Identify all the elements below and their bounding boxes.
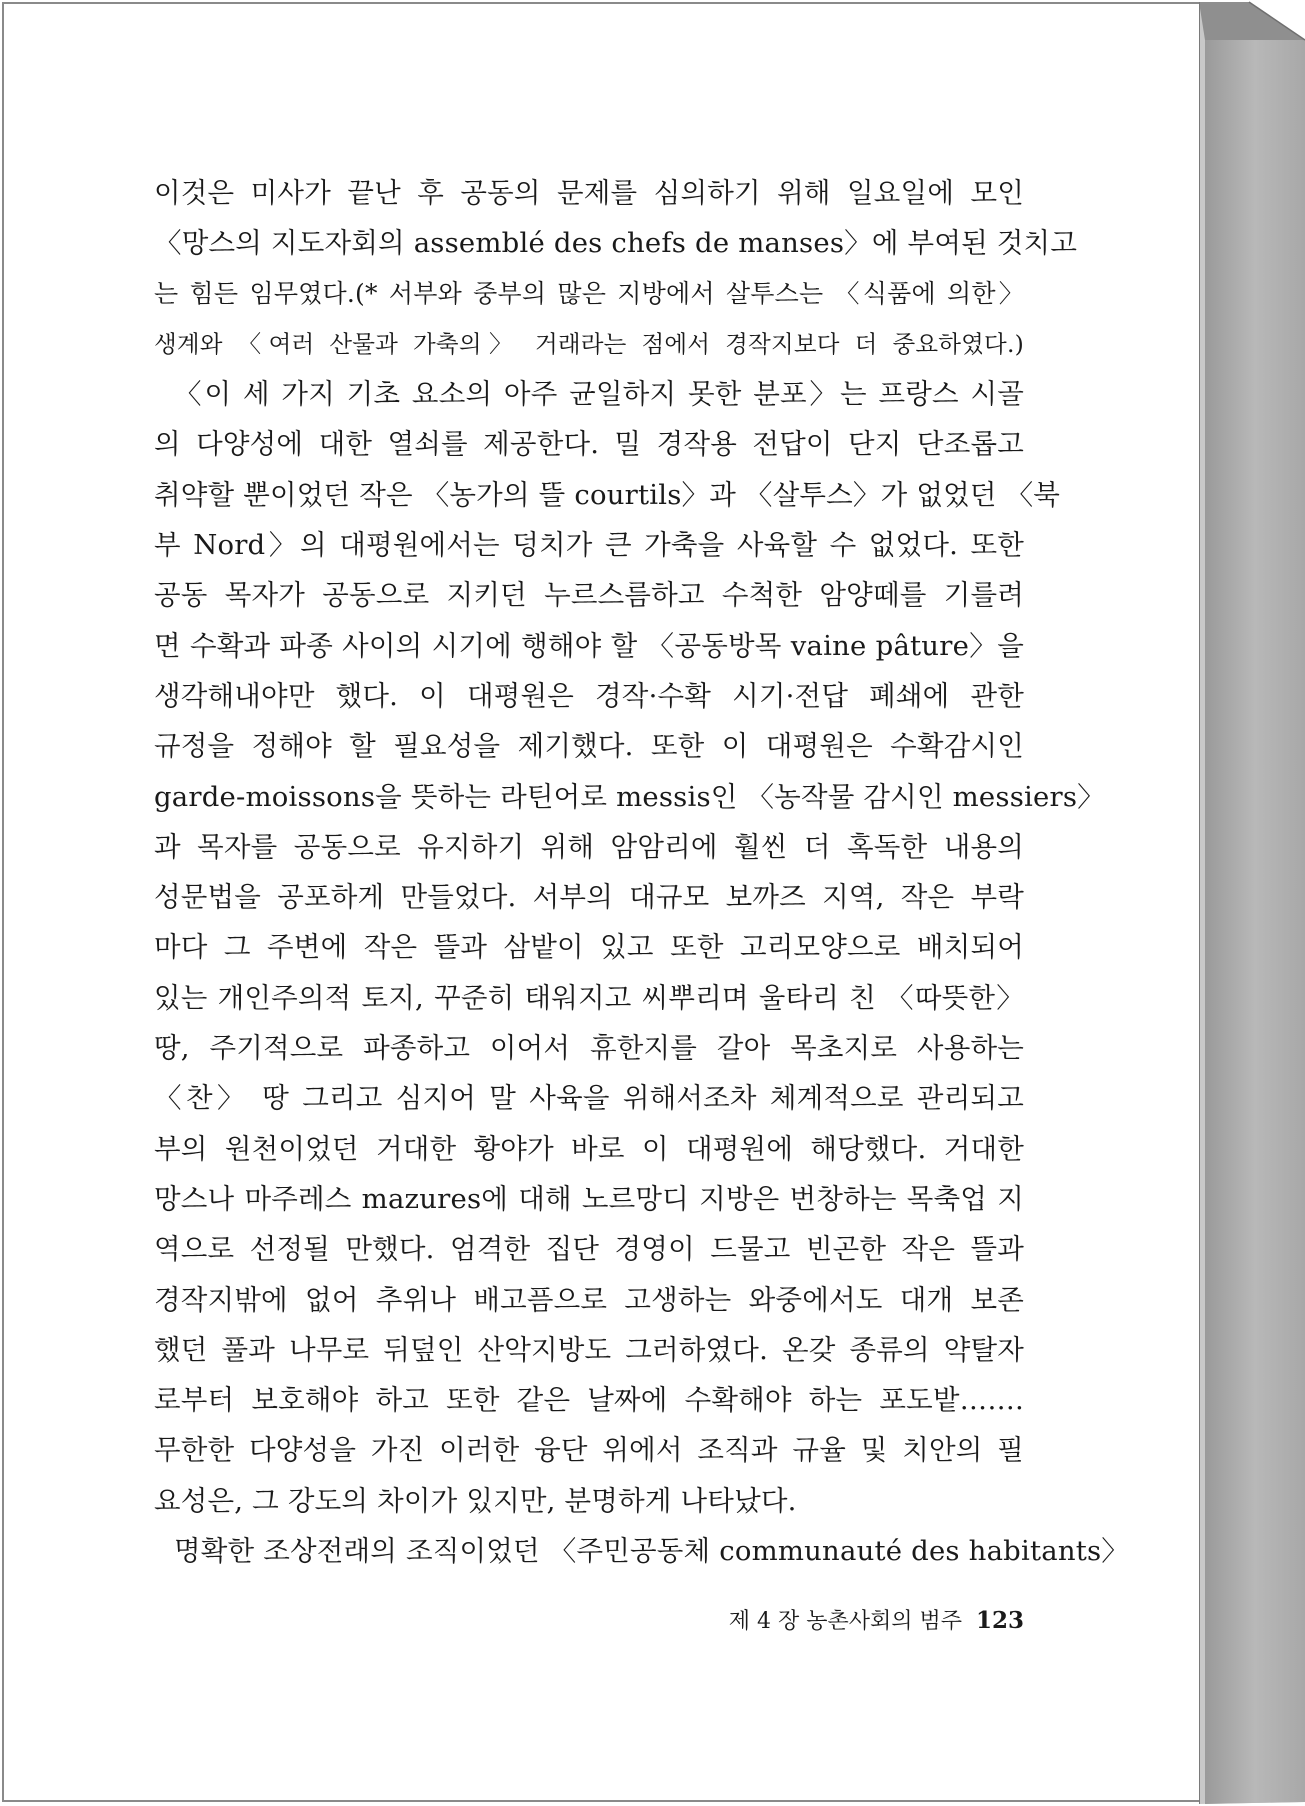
text-line: 이것은 미사가 끝난 후 공동의 문제를 심의하기 위해 일요일에 모인 xyxy=(154,177,1024,209)
text-line: 명확한 조상전래의 조직이었던 〈주민공동체 communauté des habitants〉 xyxy=(174,1535,1129,1568)
text-line: 했던 풀과 나무로 뒤덮인 산악지방도 그러하였다. 온갖 종류의 약탈자 xyxy=(154,1333,1024,1366)
body-text xyxy=(154,168,1129,1576)
text-line: 과 목자를 공동으로 유지하기 위해 암암리에 훨씬 더 혹독한 내용의 xyxy=(154,830,1024,863)
text-line: 면 수확과 파종 사이의 시기에 행해야 할 〈공동방목 vaine pâture〉을 xyxy=(154,629,1024,662)
text-line: 는 힘든 임무였다.(* 서부와 중부의 많은 지방에서 살투스는 〈식품에 의한〉 xyxy=(154,278,1024,308)
text-line: 부의 원천이었던 거대한 황야가 바로 이 대평원에 해당했다. 거대한 xyxy=(154,1132,1024,1165)
book-edge xyxy=(1199,0,1305,1806)
text-line: 땅, 주기적으로 파종하고 이어서 휴한지를 갈아 목초지로 사용하는 xyxy=(154,1032,1024,1065)
footnote-line: 생계와 〈여러 산물과 가축의〉 거래라는 점에서 경작지보다 더 중요하였다.) xyxy=(154,329,1024,358)
text-line: 의 다양성에 대한 열쇠를 제공한다. 밀 경작용 전답이 단지 단조롭고 xyxy=(154,428,1024,461)
text-line: 취약할 뿐이었던 작은 〈농가의 뜰 courtils〉과 〈살투스〉가 없었던 〈북 xyxy=(154,478,1061,511)
text-line: 생각해내야만 했다. 이 대평원은 경작·수확 시기·전답 폐쇄에 관한 xyxy=(154,679,1024,712)
page-footer xyxy=(700,1604,1024,1635)
text-line: 부 Nord〉의 대평원에서는 덩치가 큰 가축을 사육할 수 없었다. 또한 xyxy=(154,529,1024,562)
text-line: 역으로 선정될 만했다. 엄격한 집단 경영이 드물고 빈곤한 작은 뜰과 xyxy=(154,1233,1024,1266)
text-line: 〈이 세 가지 기초 요소의 아주 균일하지 못한 분포〉는 프랑스 시골 xyxy=(174,378,1024,411)
text-line: 망스나 마주레스 mazures에 대해 노르망디 지방은 번창하는 목축업 지 xyxy=(154,1182,1024,1215)
text-line: 있는 개인주의적 토지, 꾸준히 태워지고 씨뿌리며 울타리 친 〈따뜻한〉 xyxy=(154,981,1024,1014)
text-line: 요성은, 그 강도의 차이가 있지만, 분명하게 나타났다. xyxy=(154,1484,797,1517)
text-line: 〈찬〉 땅 그리고 심지어 말 사육을 위해서조차 체계적으로 관리되고 xyxy=(154,1082,1024,1115)
text-line: 마다 그 주변에 작은 뜰과 삼밭이 있고 또한 고리모양으로 배치되어 xyxy=(154,931,1024,964)
text-line: 로부터 보호해야 하고 또한 같은 날짜에 수확해야 하는 포도밭……. xyxy=(154,1384,1024,1417)
text-line: 규정을 정해야 할 필요성을 제기했다. 또한 이 대평원은 수확감시인 xyxy=(154,730,1024,763)
text-line: 경작지밖에 없어 추위나 배고픔으로 고생하는 와중에서도 대개 보존 xyxy=(154,1283,1024,1316)
text-line: 〈망스의 지도자회의 assemblé des chefs de manses〉에 부여된 것치고 xyxy=(154,227,1078,260)
page-number: 123 xyxy=(975,1607,1024,1634)
text-line: 무한한 다양성을 가진 이러한 융단 위에서 조직과 규율 및 치안의 필 xyxy=(154,1434,1024,1467)
text-line: 공동 목자가 공동으로 지키던 누르스름하고 수척한 암양떼를 기를려 xyxy=(154,579,1024,612)
text-line: garde-moissons을 뜻하는 라틴어로 messis인 〈농작물 감시인 messiers〉 xyxy=(154,780,1105,813)
chapter-title: 제 4 장 농촌사회의 범주 xyxy=(728,1609,962,1634)
text-line: 성문법을 공포하게 만들었다. 서부의 대규모 보까즈 지역, 작은 부락 xyxy=(154,881,1024,914)
